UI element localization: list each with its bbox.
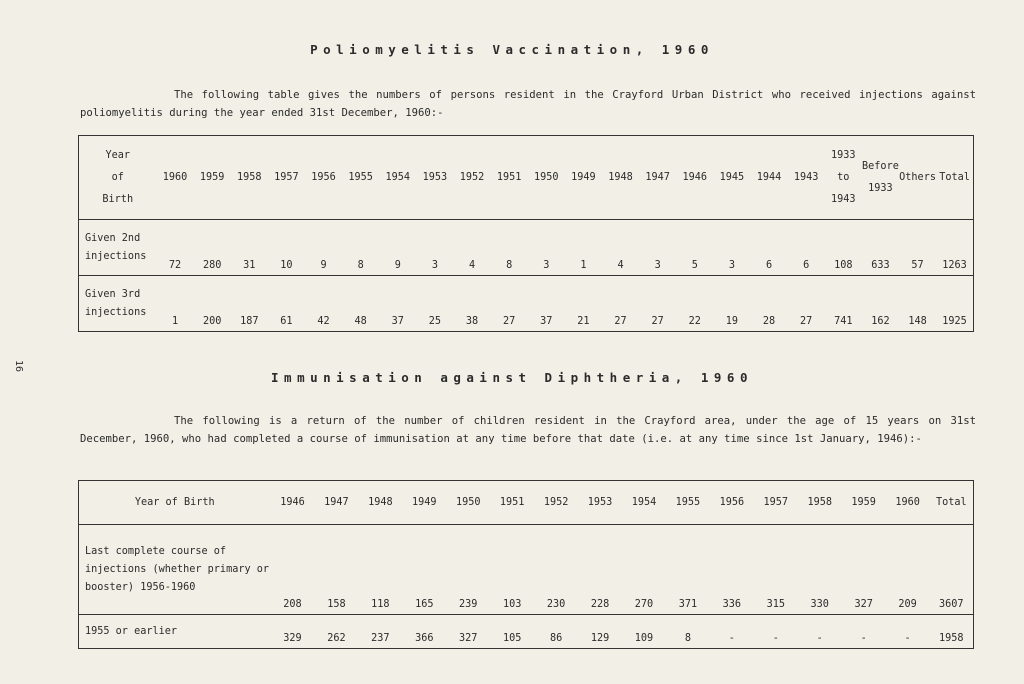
table-cell: 27	[639, 276, 676, 332]
table-cell: 209	[886, 525, 930, 615]
table-cell: 8	[666, 615, 710, 649]
table-cell: 27	[602, 276, 639, 332]
column-header: 1955	[675, 497, 701, 508]
column-header: 1948	[368, 497, 393, 508]
column-header: 1946	[280, 497, 305, 508]
table-cell: -	[754, 615, 798, 649]
table-cell: 25	[416, 276, 453, 332]
diphtheria-header-row	[79, 481, 974, 525]
polio-header-row	[79, 136, 974, 220]
table-row	[79, 615, 974, 649]
table-cell: 3	[416, 220, 453, 276]
column-header: 1959	[851, 497, 876, 508]
table-cell: 27	[491, 276, 528, 332]
polio-title: Poliomyelitis Vaccination, 1960	[310, 42, 714, 57]
table-cell: 165	[402, 525, 446, 615]
column-header: 1954	[631, 497, 657, 508]
column-header: 1958	[807, 497, 832, 508]
column-header: 1955	[348, 172, 373, 183]
column-header: 1953	[422, 172, 448, 183]
table-row	[79, 276, 974, 332]
table-cell: -	[798, 615, 842, 649]
table-cell: 239	[446, 525, 490, 615]
column-header: 1944	[756, 172, 782, 183]
row-label: Given 3rd injections	[79, 276, 157, 332]
table-cell: 86	[534, 615, 578, 649]
column-header: 1954	[385, 172, 411, 183]
table-cell: 162	[862, 276, 899, 332]
column-header: 1933 to 1943	[831, 149, 856, 205]
table-cell: 3	[713, 220, 750, 276]
table-cell: 28	[751, 276, 788, 332]
column-header: 1950	[455, 497, 481, 508]
table-cell: 27	[788, 276, 825, 332]
table-cell: 633	[862, 220, 899, 276]
column-header: Before 1933	[862, 160, 899, 194]
table-cell: 148	[899, 276, 936, 332]
table-cell: 315	[754, 525, 798, 615]
column-header: 1952	[543, 497, 569, 508]
column-header: 1952	[459, 172, 485, 183]
table-cell: 19	[713, 276, 750, 332]
table-row	[79, 525, 974, 615]
column-header: 1960	[162, 172, 188, 183]
polio-intro	[80, 86, 976, 122]
column-header: 1949	[412, 497, 437, 508]
column-header: 1951	[499, 497, 525, 508]
column-header: 1950	[534, 172, 559, 183]
table-cell: 366	[402, 615, 446, 649]
table-cell: 3	[528, 220, 565, 276]
table-cell: 37	[379, 276, 416, 332]
table-cell: 129	[578, 615, 622, 649]
table-cell: 10	[268, 220, 305, 276]
table-cell: 1	[157, 276, 194, 332]
table-cell: 262	[314, 615, 358, 649]
table-cell: 329	[271, 615, 315, 649]
table-cell: 103	[490, 525, 534, 615]
table-cell: 187	[231, 276, 268, 332]
table-cell: 31	[231, 220, 268, 276]
table-cell: 208	[271, 525, 315, 615]
column-header: 1956	[311, 172, 336, 183]
table-cell: 270	[622, 525, 666, 615]
table-cell: 3607	[930, 525, 974, 615]
table-cell: 9	[379, 220, 416, 276]
year-of-birth-header: Year of Birth	[134, 496, 215, 508]
table-cell: 237	[358, 615, 402, 649]
column-header: 1958	[237, 172, 262, 183]
column-header: 1953	[587, 497, 613, 508]
table-cell: 72	[157, 220, 194, 276]
table-cell: 6	[751, 220, 788, 276]
table-cell: -	[842, 615, 886, 649]
column-header: 1957	[763, 497, 789, 508]
table-row	[79, 220, 974, 276]
column-header: 1959	[199, 172, 225, 183]
column-header: Total	[935, 497, 967, 508]
column-header: 1943	[793, 172, 819, 183]
row-label: 1955 or earlier	[79, 615, 271, 649]
column-header: 1948	[608, 172, 633, 183]
table-cell: 4	[602, 220, 639, 276]
table-cell: 9	[305, 220, 342, 276]
table-cell: 109	[622, 615, 666, 649]
table-cell: 118	[358, 525, 402, 615]
table-cell: 327	[446, 615, 490, 649]
table-cell: -	[886, 615, 930, 649]
table-cell: 108	[825, 220, 862, 276]
table-cell: 327	[842, 525, 886, 615]
table-cell: 158	[314, 525, 358, 615]
table-cell: 280	[194, 220, 231, 276]
diphtheria-title: Immunisation against Diphtheria, 1960	[271, 370, 753, 385]
table-cell: 6	[788, 220, 825, 276]
page-number: 16	[13, 360, 24, 373]
column-header: 1947	[324, 497, 349, 508]
table-cell: 336	[710, 525, 754, 615]
polio-intro-text: The following table gives the numbers of persons resident in the Crayford Urban District who received injections against poliomyelitis during the year ended 31st December, 1960:-	[80, 89, 976, 119]
column-header: 1947	[645, 172, 670, 183]
table-cell: 1	[565, 220, 602, 276]
column-header: Total	[939, 172, 970, 183]
table-cell: 61	[268, 276, 305, 332]
table-cell: -	[710, 615, 754, 649]
table-cell: 8	[342, 220, 379, 276]
row-label: Last complete course of injections (whether primary or booster) 1956-1960	[79, 525, 271, 615]
table-cell: 5	[676, 220, 713, 276]
column-header: 1951	[496, 172, 522, 183]
table-cell: 42	[305, 276, 342, 332]
table-cell: 21	[565, 276, 602, 332]
diphtheria-intro	[80, 412, 976, 448]
table-cell: 1263	[936, 220, 973, 276]
table-cell: 8	[491, 220, 528, 276]
table-cell: 38	[454, 276, 491, 332]
column-header: 1956	[719, 497, 745, 508]
column-header: 1949	[571, 172, 596, 183]
row-label: Given 2nd injections	[79, 220, 157, 276]
table-cell: 57	[899, 220, 936, 276]
table-cell: 22	[676, 276, 713, 332]
column-header: 1957	[274, 172, 299, 183]
diphtheria-intro-text: The following is a return of the number of children resident in the Crayford area, under the age of 15 years on 31st December, 1960, who had completed a course of immunisation at any time before that date (i.e. at any time since 1st January, 1946):-	[80, 415, 976, 445]
table-cell: 1925	[936, 276, 973, 332]
table-cell: 230	[534, 525, 578, 615]
table-cell: 105	[490, 615, 534, 649]
table-cell: 741	[825, 276, 862, 332]
column-header: Others	[899, 172, 936, 183]
table-cell: 371	[666, 525, 710, 615]
column-header: 1946	[682, 172, 708, 183]
polio-table	[78, 135, 974, 332]
table-cell: 3	[639, 220, 676, 276]
table-cell: 1958	[930, 615, 974, 649]
table-cell: 48	[342, 276, 379, 332]
table-cell: 200	[194, 276, 231, 332]
column-header: 1945	[719, 172, 745, 183]
table-cell: 228	[578, 525, 622, 615]
table-cell: 330	[798, 525, 842, 615]
table-cell: 37	[528, 276, 565, 332]
table-cell: 4	[454, 220, 491, 276]
column-header: 1960	[895, 497, 920, 508]
year-of-birth-header: Year of Birth	[102, 149, 134, 205]
diphtheria-table	[78, 480, 974, 649]
